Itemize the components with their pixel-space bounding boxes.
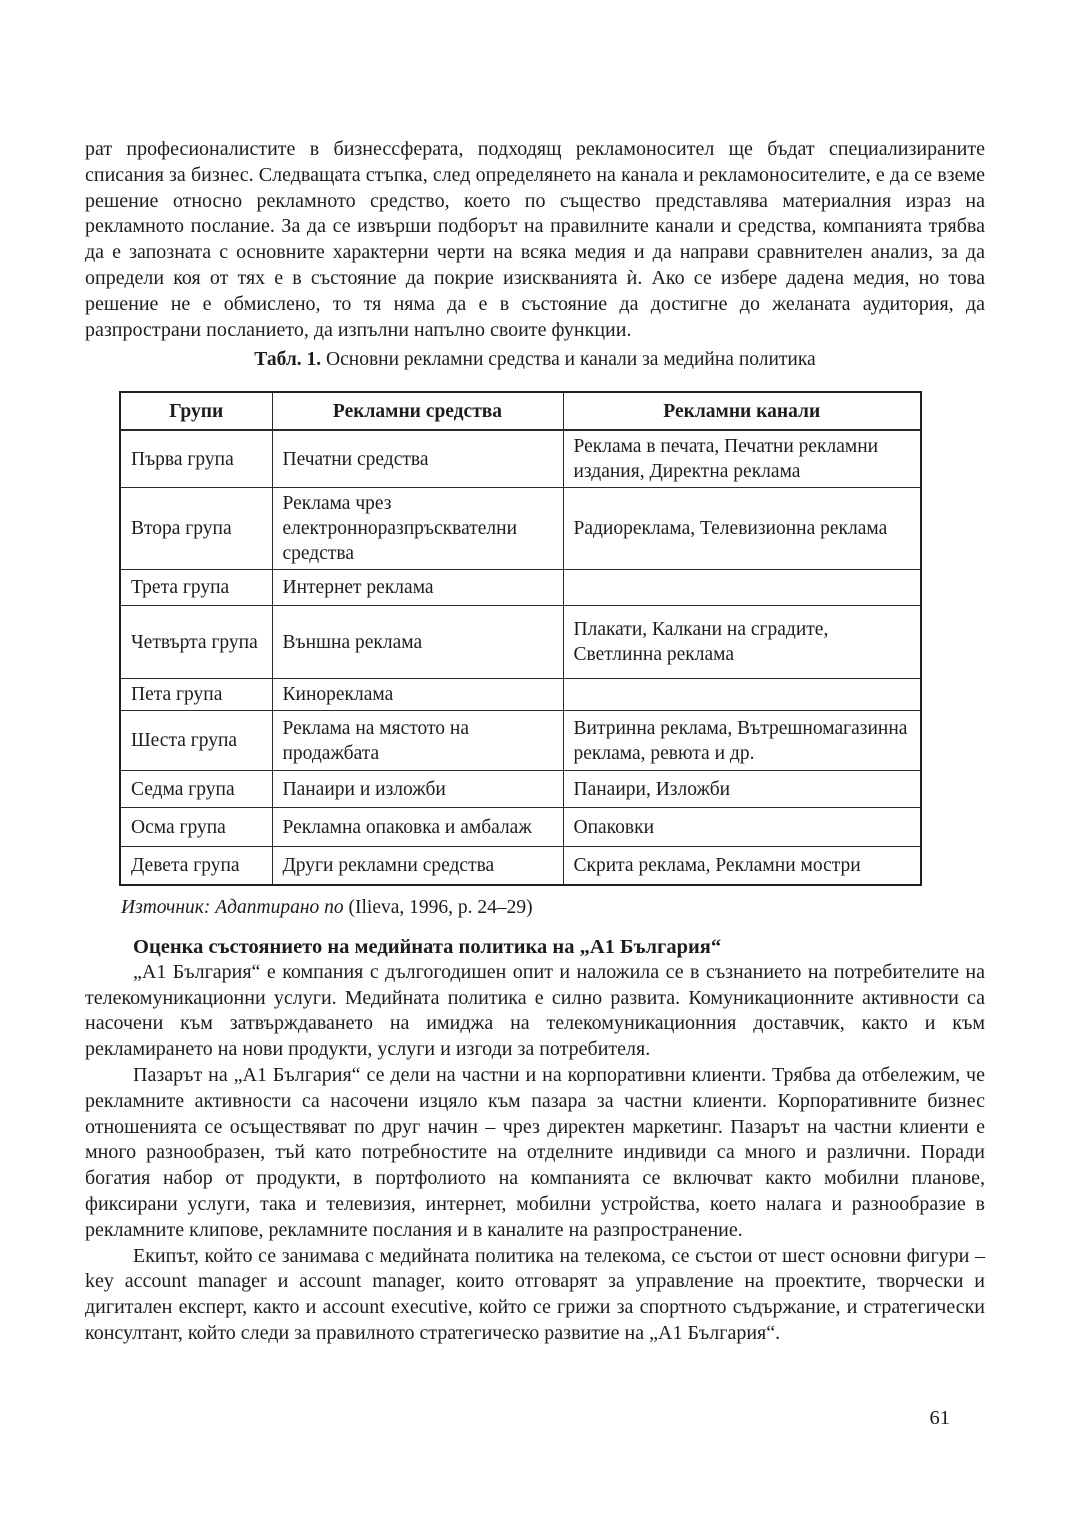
page-number: 61 bbox=[929, 1407, 950, 1429]
cell-channels: Панаири, Изложби bbox=[563, 771, 921, 808]
cell-channels bbox=[563, 679, 921, 711]
table-row bbox=[120, 808, 921, 847]
cell-channels: Реклама в печата, Печатни рекламни издания, Директна реклама bbox=[563, 430, 921, 488]
section-paragraph: Пазарът на „А1 България“ се дели на частни и на корпоративни клиенти. Трябва да отбележим, че рекламните активности са насочени изцяло към пазара за частни клиенти. Корпоративните бизнес отношенията се осъществяват по друг начин – чрез директен маркетинг. Пазарът на частни клиенти е много разнообразен, тъй като потребностите на отделните индивиди са много и различни. Поради богатия набор от продукти, в портфолиото на компанията се включват както мобилни планове, фиксирани услуги, така и телевизия, интернет, мобилни устройства, което налага и разнообразие в рекламните клипове, рекламните послания и в каналите на разпространение. bbox=[85, 1064, 985, 1241]
cell-means: Панаири и изложби bbox=[272, 771, 563, 808]
table-row bbox=[120, 606, 921, 679]
cell-means: Други рекламни средства bbox=[272, 847, 563, 885]
cell-channels: Радиореклама, Телевизионна реклама bbox=[563, 488, 921, 570]
section-paragraph: Екипът, който се занимава с медийната политика на телекома, се състои от шест основни фигури – key account manager и account manager, които отговарят за управление на проектите, творчески и дигитален експерт, както и account executive, който се грижи за спортното съдържание, и стратегически консултант, който следи за правилното стратегическо развитие на „А1 България“. bbox=[85, 1244, 985, 1345]
table-row bbox=[120, 711, 921, 771]
cell-channels: Витринна реклама, Вътрешномагазинна реклама, ревюта и др. bbox=[563, 711, 921, 771]
column-header-channels: Рекламни канали bbox=[563, 392, 921, 430]
cell-means: Кинореклама bbox=[272, 679, 563, 711]
advertising-means-table bbox=[119, 391, 922, 886]
cell-group: Шеста група bbox=[120, 711, 272, 771]
table-caption-text: Основни рекламни средства и канали за медийна политика bbox=[326, 349, 816, 371]
cell-group: Първа група bbox=[120, 430, 272, 488]
cell-channels: Скрита реклама, Рекламни мостри bbox=[563, 847, 921, 885]
cell-group: Втора група bbox=[120, 488, 272, 570]
cell-means: Печатни средства bbox=[272, 430, 563, 488]
table-source-label: Източник: Адаптирано по bbox=[121, 896, 344, 918]
table-header-row bbox=[120, 392, 921, 430]
table-caption-label: Табл. 1. bbox=[254, 349, 322, 371]
table-source-reference: (Ilieva, 1996, p. 24–29) bbox=[348, 896, 533, 918]
cell-group: Пета група bbox=[120, 679, 272, 711]
cell-group: Осма група bbox=[120, 808, 272, 847]
cell-means: Рекламна опаковка и амбалаж bbox=[272, 808, 563, 847]
table-source bbox=[85, 895, 985, 921]
table-row bbox=[120, 679, 921, 711]
cell-group: Четвърта група bbox=[120, 606, 272, 679]
table-row bbox=[120, 847, 921, 885]
table-row bbox=[120, 488, 921, 570]
cell-group: Трета група bbox=[120, 570, 272, 606]
table-row bbox=[120, 430, 921, 488]
cell-group: Девета група bbox=[120, 847, 272, 885]
cell-channels: Плакати, Калкани на сградите, Светлинна реклама bbox=[563, 606, 921, 679]
cell-means: Интернет реклама bbox=[272, 570, 563, 606]
column-header-means: Рекламни средства bbox=[272, 392, 563, 430]
table-caption bbox=[85, 347, 985, 373]
cell-channels bbox=[563, 570, 921, 606]
cell-group: Седма група bbox=[120, 771, 272, 808]
column-header-groups: Групи bbox=[120, 392, 272, 430]
section-paragraph: „А1 България“ е компания с дългогодишен опит и наложила се в съзнанието на потребителите на телекомуникационни услуги. Медийната политика е силно развита. Комуникационните активности са насочени към затвърждаването на имиджа на телекомуникационния доставчик, както и към рекламирането на нови продукти, услуги и изгоди за потребителя. bbox=[85, 960, 985, 1061]
cell-means: Външна реклама bbox=[272, 606, 563, 679]
table-row bbox=[120, 570, 921, 606]
intro-paragraph: рат професионалистите в бизнессферата, подходящ рекламоносител ще бъдат специализираните списания за бизнес. Следващата стъпка, след определянето на канала и рекламоносителите, е да се вземе решение относно рекламното средство, което по същество представлява материалния израз на рекламното послание. За да се извърши подборът на правилните канали и средства, компанията трябва да е запозната с основните характерни черти на всяка медия и да направи сравнителен анализ, за да определи коя от тях е в състояние да покрие изискванията ѝ. Ако се избере дадена медия, но това решение не е обмислено, то тя няма да е в състояние да достигне до желаната аудитория, да разпространи посланието, да изпълни напълно своите функции. bbox=[85, 138, 985, 341]
section-heading: Оценка състоянието на медийната политика на „А1 България“ bbox=[133, 935, 722, 958]
cell-means: Реклама на мястото на продажбата bbox=[272, 711, 563, 771]
table-row bbox=[120, 771, 921, 808]
cell-means: Реклама чрез електронноразпръсквателни средства bbox=[272, 488, 563, 570]
cell-channels: Опаковки bbox=[563, 808, 921, 847]
